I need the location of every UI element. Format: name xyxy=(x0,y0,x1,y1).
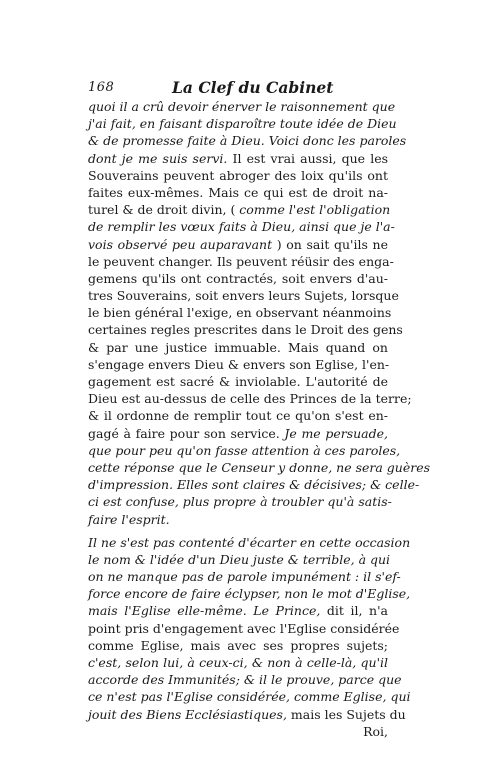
text-line xyxy=(88,476,420,493)
text-run: turel & de droit divin, ( xyxy=(88,202,240,218)
text-line xyxy=(88,150,388,167)
text-run: d'impression. Elles sont claires & décisives; & celle- xyxy=(88,477,420,493)
text-run: dont je me suis servi. xyxy=(88,150,228,166)
text-run: jouit des Biens Ecclésiastiques, xyxy=(88,706,287,722)
page-number: 168 xyxy=(88,80,115,95)
text-line xyxy=(88,637,388,654)
running-title: La Clef du Cabinet xyxy=(172,78,334,97)
text-line xyxy=(88,132,407,149)
text-line xyxy=(88,407,388,424)
text-run: ) on sait qu'ils ne xyxy=(272,236,388,252)
paragraph xyxy=(88,534,411,723)
text-run: Dieu est au-dessus de celle des Princes de la terre; xyxy=(88,391,412,407)
text-line xyxy=(88,373,388,390)
text-run: comme l'est l'obligation xyxy=(239,202,391,218)
text-line xyxy=(88,688,411,705)
text-line xyxy=(88,167,388,184)
text-run: gagement est sacré & inviolable. L'autorité de xyxy=(88,374,388,389)
text-run: que pour peu qu'on fasse attention à ces paroles, xyxy=(88,442,401,458)
text-run: tres Souverains, soit envers leurs Sujets, lorsque xyxy=(88,288,399,304)
text-run: & de promesse faite à Dieu. Voici donc les paroles xyxy=(88,133,407,149)
text-line xyxy=(88,253,394,270)
text-line xyxy=(88,706,406,723)
text-run: c'est, selon lui, à ceux-ci, & non à celle-là, qu'il xyxy=(88,655,388,670)
text-run: Je me persuade, xyxy=(284,425,389,441)
text-run: Il ne s'est pas contenté d'écarter en cette occasion xyxy=(88,534,411,550)
text-line xyxy=(88,236,388,253)
text-line xyxy=(88,321,403,338)
text-run: gemens qu'ils ont contractés, soit envers d'au- xyxy=(88,270,388,286)
text-run: Souverains peuvent abroger des loix qu'ils ont xyxy=(88,167,388,183)
text-run: comme Eglise, mais avec ses propres sujets; xyxy=(88,637,388,653)
text-line xyxy=(88,218,395,235)
text-line xyxy=(88,184,388,201)
text-line xyxy=(88,304,392,321)
text-run: ce n'est pas l'Eglise considérée, comme Eglise, qui xyxy=(88,689,411,705)
catchword: Roi, xyxy=(363,723,388,739)
text-line xyxy=(88,568,401,585)
text-line xyxy=(88,115,397,132)
text-line xyxy=(88,654,388,671)
text-run: & par une justice immuable. Mais quand on xyxy=(88,339,388,355)
text-run: cette réponse que le Censeur y donne, ne sera guères xyxy=(88,459,431,475)
text-run: faites eux-mêmes. Mais ce qui est de droit na- xyxy=(88,184,388,200)
text-run: force encore de faire éclypser, non le mot d'Eglise, xyxy=(88,586,411,602)
text-run: & il ordonne de remplir tout ce qu'on s'est en- xyxy=(88,408,388,424)
text-line xyxy=(88,390,412,407)
text-run: Il est vrai aussi, que les xyxy=(227,150,389,166)
text-run: de remplir les vœux faits à Dieu, ainsi que je l'a- xyxy=(88,219,395,235)
text-run: point pris d'engagement avec l'Eglise considérée xyxy=(88,620,400,636)
text-line xyxy=(88,356,388,373)
text-run: mais les Sujets du xyxy=(286,706,406,722)
text-line xyxy=(88,585,411,602)
text-line xyxy=(88,425,388,442)
text-run: s'engage envers Dieu & envers son Eglise, l'en- xyxy=(88,356,390,372)
text-run: le nom & l'idée d'un Dieu juste & terrible, à qui xyxy=(88,551,391,567)
text-line xyxy=(88,534,411,551)
text-run: faire l'esprit. xyxy=(88,511,170,527)
text-line xyxy=(88,511,388,528)
text-run: certaines regles prescrites dans le Droit des gens xyxy=(88,322,403,338)
text-line xyxy=(88,459,431,476)
paragraph xyxy=(88,98,431,528)
text-run: ci est confuse, plus propre à troubler qu'à satis- xyxy=(88,494,392,510)
text-line xyxy=(88,602,388,619)
text-line xyxy=(88,671,402,688)
text-line xyxy=(88,287,399,304)
text-run: le peuvent changer. Ils peuvent réüsir des enga- xyxy=(88,253,394,269)
page-body xyxy=(88,98,431,740)
text-run: j'ai fait, en faisant disparoître toute idée de Dieu xyxy=(88,116,397,132)
text-run: on ne manque pas de parole impunément : il s'ef- xyxy=(88,569,401,585)
text-line xyxy=(88,493,392,510)
text-line xyxy=(88,339,388,356)
text-run: quoi il a crû devoir énerver le raisonnement que xyxy=(88,99,396,114)
text-line xyxy=(88,270,388,287)
text-run: mais l'Eglise elle-même. Le Prince, xyxy=(88,603,321,619)
page-header xyxy=(88,80,388,100)
text-run: accorde des Immunités; & il le prouve, parce que xyxy=(88,672,402,688)
text-run: le bien général l'exige, en observant néanmoins xyxy=(88,305,392,321)
text-line xyxy=(88,201,391,218)
text-line xyxy=(88,551,391,568)
text-run: vois observé peu auparavant xyxy=(88,236,273,252)
text-run: dit il, n'a xyxy=(320,603,388,619)
text-line xyxy=(88,442,401,459)
text-line xyxy=(88,620,400,637)
text-line xyxy=(88,98,396,115)
text-run: gagé à faire pour son service. xyxy=(88,425,285,441)
